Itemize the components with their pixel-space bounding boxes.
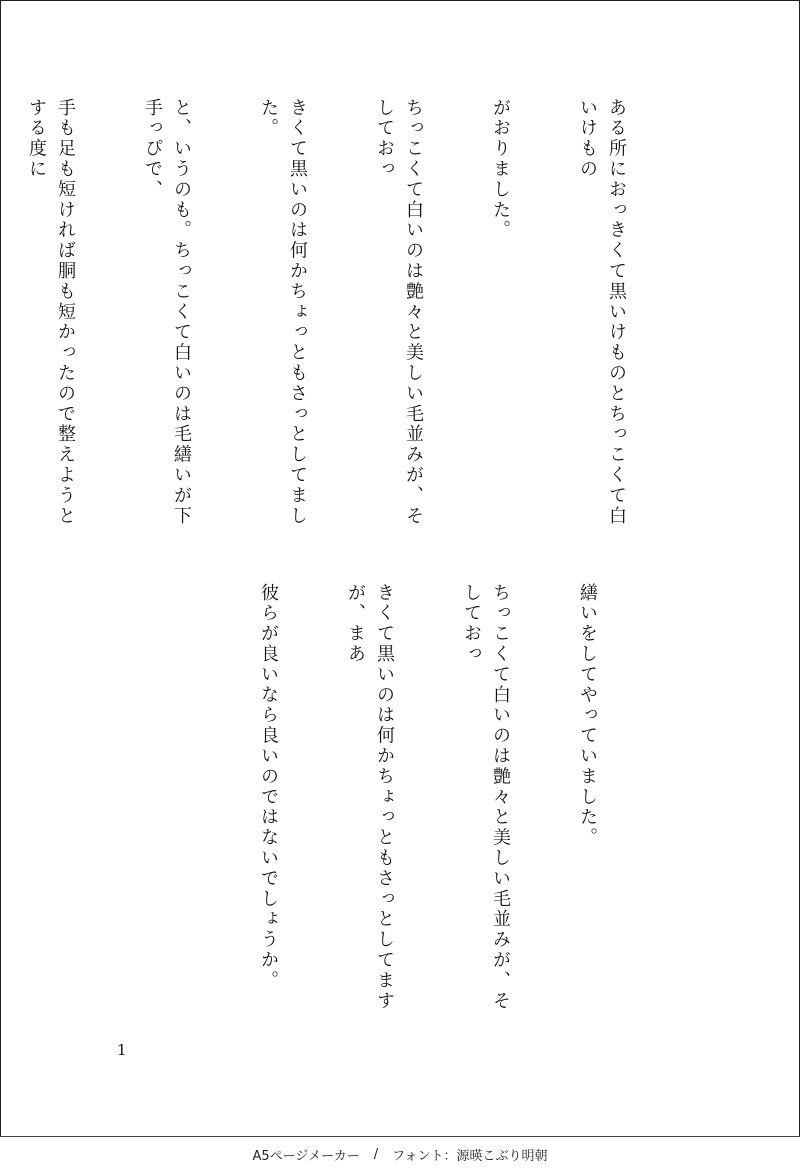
footer-app-name: A5ページメーカー <box>252 1148 360 1164</box>
text-line: がおりました。 <box>490 98 511 241</box>
text-line: ちっこくて白いのは艶々と美しい毛並みが、そしておっ <box>461 583 511 1012</box>
footer <box>0 1137 800 1171</box>
text-line: ちっこくて白いのは艶々と美しい毛並みが、そしておっ <box>374 98 424 527</box>
body-text-upper <box>26 98 689 546</box>
text-line: ある所におっきくて黒いけものとちっこくて白いけもの <box>577 98 627 527</box>
page-number: 1 <box>117 1041 127 1059</box>
footer-font-credit: フォント：源暎こぶり明朝 <box>392 1148 548 1164</box>
text-line: きくて黒いのは何かちょっともさっとしてますが、まあ <box>345 583 395 1012</box>
body-text-lower <box>258 583 660 1023</box>
text-line: 手も足も短ければ胴も短かったので整えようとする度に <box>26 98 76 527</box>
text-line: と、いうのも。ちっこくて白いのは毛繕いが下手っぴで、 <box>142 98 192 527</box>
text-line: きくて黒いのは何かちょっともさっとしてました。 <box>258 98 308 527</box>
text-line: 彼らが良いなら良いのではないでしょうか。 <box>258 583 279 991</box>
text-line: 繕いをしてやっていました。 <box>577 583 598 849</box>
footer-separator: / <box>373 1146 379 1162</box>
